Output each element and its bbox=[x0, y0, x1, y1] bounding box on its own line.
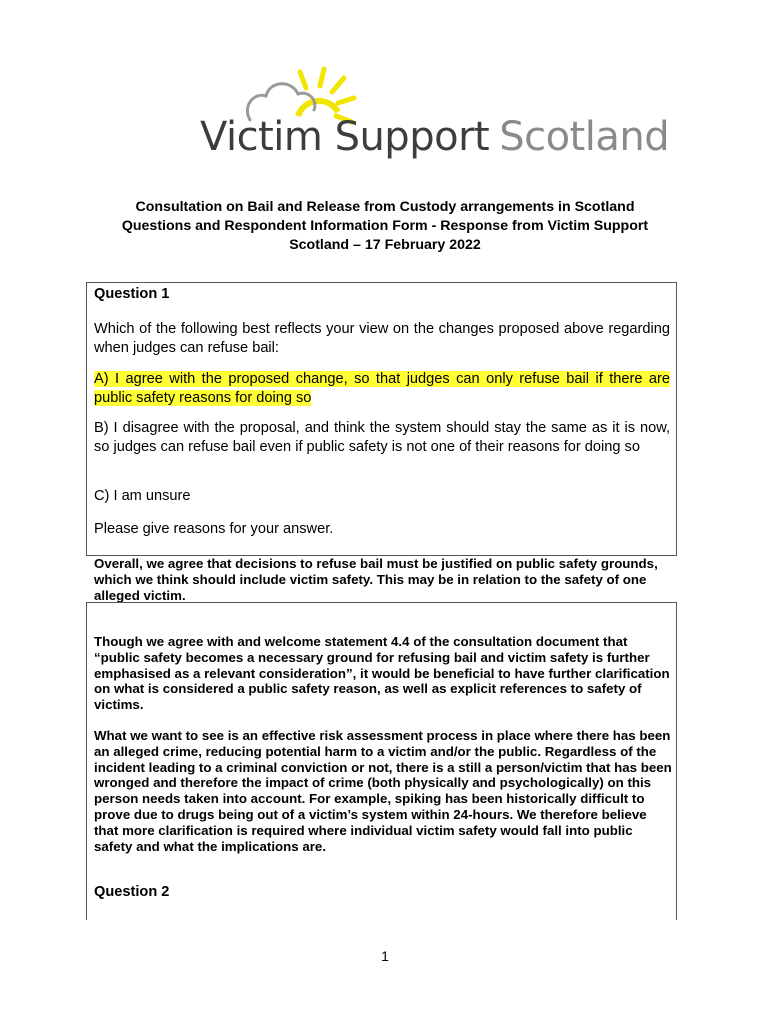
question-1-heading: Question 1 bbox=[94, 286, 170, 302]
reasons-prompt: Please give reasons for your answer. bbox=[94, 521, 334, 537]
title-line-1: Consultation on Bail and Release from Custody arrangements in Scotland bbox=[135, 199, 635, 215]
title-line-2: Questions and Respondent Information Form - Response from Victim Support bbox=[121, 218, 649, 234]
answer-paragraph-3: What we want to see is an effective risk assessment process in place where there has been an alleged crime, reducing potential harm to a victim and/or the public. Regardless of the incident leading to a criminal conviction or not, there is a still a person/victim that has been wronged and therefore the impact of crime (both physically and psychologically) on this person needs taken into account. For example, spiking has been historically difficult to prove due to drugs being out of a victim’s system within 24-hours. We therefore believe that more clarification is required where individual victim safety would fall into public safety and what the implications are. bbox=[94, 728, 672, 854]
option-b: B) I disagree with the proposal, and think the system should stay the same as it is now, so judges can refuse bail even if public safety is not one of their reasons for doing so bbox=[94, 420, 670, 455]
page-number: 1 bbox=[381, 948, 389, 964]
answer-paragraph-1: Overall, we agree that decisions to refuse bail must be justified on public safety grounds, which we think should include victim safety. This may be in relation to the safety of one alleged victim. bbox=[94, 556, 658, 603]
victim-support-scotland-logo bbox=[200, 66, 670, 166]
logo-word-victim-support: Victim Support bbox=[200, 114, 490, 160]
title-line-3: Scotland – 17 February 2022 bbox=[289, 237, 481, 253]
document-title bbox=[80, 198, 690, 255]
question-1-prompt: Which of the following best reflects your view on the changes proposed above regarding when judges can refuse bail: bbox=[94, 321, 670, 356]
option-c: C) I am unsure bbox=[94, 488, 191, 504]
answer-paragraph-2: Though we agree with and welcome statement 4.4 of the consultation document that “public safety becomes a necessary ground for refusing bail and victim safety is further emphasised as a relevant consideration”, it would be beneficial to have further clarification on what is considered a public safety reason, as well as explicit references to safety of victims. bbox=[94, 634, 670, 713]
logo-wordmark bbox=[200, 114, 669, 160]
logo-word-scotland: Scotland bbox=[499, 114, 670, 160]
question-2-heading: Question 2 bbox=[94, 884, 170, 900]
option-a bbox=[94, 370, 670, 407]
option-a-highlighted-text: A) I agree with the proposed change, so that judges can only refuse bail if there are public safety reasons for doing so bbox=[94, 371, 670, 406]
